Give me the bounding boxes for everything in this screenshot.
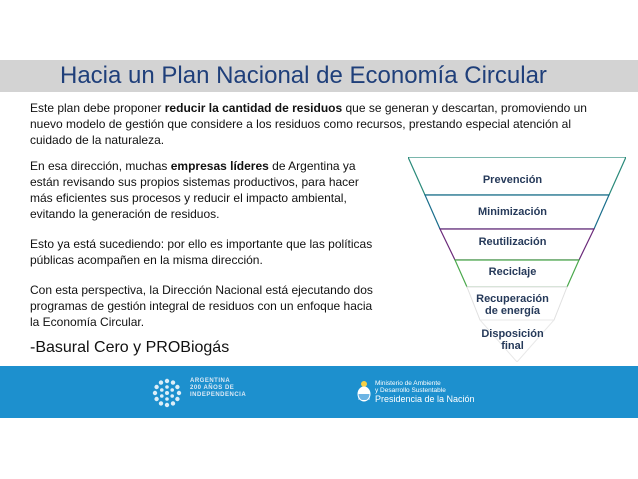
para1-text-1: En esa dirección, muchas [30, 159, 171, 173]
paragraph-policies [30, 236, 390, 268]
intro-paragraph [30, 100, 610, 148]
pyramid-label-text-2: de energía [484, 305, 541, 317]
paragraph-companies [30, 158, 390, 222]
para3-line-3: la Economía Circular. [30, 315, 145, 329]
pyramid-label-minimizacion [455, 206, 570, 218]
intro-bold: reducir la cantidad de residuos [164, 101, 343, 115]
pyramid-label-reciclaje [455, 266, 570, 278]
ministry-line-1: Ministerio de Ambiente [375, 380, 441, 387]
pyramid-label-text: Disposición [481, 328, 544, 340]
pyramid-label-text: Reciclaje [488, 266, 537, 278]
paragraph-programs [30, 282, 390, 330]
para3-line-2: programas de gestión integral de residuos con un enfoque hacia [30, 299, 373, 313]
pyramid-label-recuperacion [455, 293, 570, 317]
pyramid-label-text: Recuperación [476, 293, 549, 305]
pyramid-label-reutilizacion [455, 236, 570, 248]
para3-line-1: Con esta perspectiva, la Dirección Nacional está ejecutando dos [30, 283, 373, 297]
para2-line-1: Esto ya está sucediendo: por ello es importante que las políticas [30, 237, 373, 251]
program-names: -Basural Cero y PROBiogás [30, 339, 230, 356]
para2-line-2: públicas acompañen en la misma dirección. [30, 253, 263, 267]
pyramid-label-text: Prevención [482, 174, 543, 186]
footer-bar [0, 366, 638, 418]
pyramid-label-text-2: final [501, 340, 524, 352]
para1-line-4: evitando la generación de residuos. [30, 207, 220, 221]
pyramid-label-text: Reutilización [478, 236, 547, 248]
body-column [30, 158, 390, 344]
page-title: Hacia un Plan Nacional de Economía Circular [60, 62, 547, 89]
pyramid-label-disposicion [455, 328, 570, 352]
pyramid-label-prevencion [455, 174, 570, 186]
para1-line-3: más eficientes sus procesos y reducir el impacto ambiental, [30, 191, 347, 205]
bicentennial-logo-icon [150, 376, 184, 410]
para1-line-2: están revisando sus propios sistemas productivos, para hacer [30, 175, 359, 189]
bicentennial-line-1: ARGENTINA [190, 378, 231, 384]
intro-line-3: cuidado de la naturaleza. [30, 133, 165, 147]
intro-line-2: nuevo modelo de gestión que considere a los residuos como recursos, prestando especial atención al [30, 117, 571, 131]
ministry-text [375, 380, 446, 394]
intro-text-2: que se generan y descartan, promoviendo un [342, 101, 587, 115]
para1-bold: empresas líderes [170, 159, 269, 173]
bicentennial-line-2: 200 AÑOS DE [190, 385, 235, 391]
presidency-text: Presidencia de la Nación [375, 394, 475, 404]
intro-text-1: Este plan debe proponer [30, 101, 165, 115]
bicentennial-line-3: INDEPENDENCIA [190, 392, 247, 398]
national-shield-icon [357, 380, 371, 402]
bicentennial-text [190, 378, 246, 399]
pyramid-label-text: Minimización [477, 206, 548, 218]
ministry-line-2: y Desarrollo Sustentable [375, 387, 446, 394]
para1-text-2: de Argentina ya [268, 159, 356, 173]
